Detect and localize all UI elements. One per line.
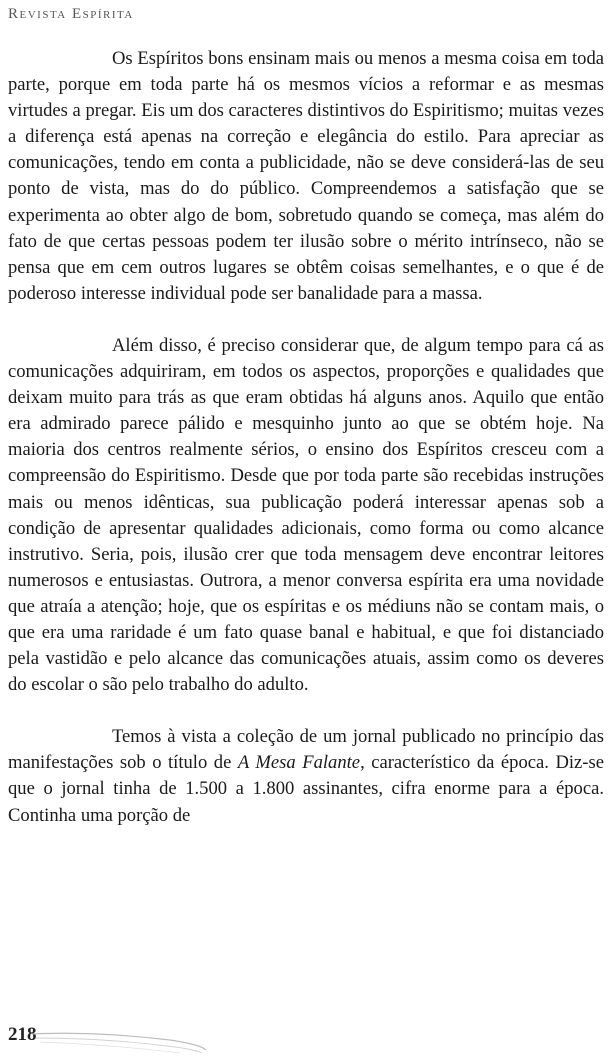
paragraph-3-text-end: , característico da época. Diz-se que o jornal tinha de 1.500 a 1.800 assinantes, cifra enorme para a época. Continha uma porção de <box>8 752 604 826</box>
paragraph-3 <box>8 724 604 828</box>
running-header: Revista Espírita <box>8 6 134 22</box>
ornament-flourish-icon <box>30 1026 210 1056</box>
paragraph-2 <box>8 333 604 698</box>
journal-title: A Mesa Falante <box>237 752 361 774</box>
paragraph-1 <box>8 46 604 307</box>
page-number: 218 <box>8 1024 37 1045</box>
paragraph-1-text: Os Espíritos bons ensinam mais ou menos a mesma coisa em toda parte, porque em toda parte há os mesmos vícios a reformar e as mesmas virtudes a pregar. Eis um dos caracteres distintivos do Espiritismo; muitas vezes a diferença está apenas na correção e elegância do estilo. Para apreciar as comunicações, tendo em conta a publicidade, não se deve considerá-las de seu ponto de vista, mas do do público. Compreendemos a satisfação que se experimenta ao obter algo de bom, sobretudo quando se começa, mas além do fato de que certas pessoas podem ter ilusão sobre o mérito intrínseco, não se pensa que em cem outros lugares se obtêm coisas semelhantes, e o que é de poderoso interesse individual pode ser banalidade para a massa. <box>8 48 604 304</box>
paragraph-3-text-start: Temos à vista a coleção de um jornal publicado no princípio das manifestações sob o título de <box>8 726 604 774</box>
body-text <box>8 46 604 829</box>
paragraph-2-text: Além disso, é preciso considerar que, de algum tempo para cá as comunicações adquiriram, em todos os aspectos, proporções e qualidades que deixam muito para trás as que eram obtidas há alguns anos. Aquilo que então era admirado parece pálido e mesquinho junto ao que se obtém hoje. Na maioria dos centros realmente sérios, o ensino dos Espíritos cresceu com a compreensão do Espiritismo. Desde que por toda parte são recebidas instruções mais ou menos idênticas, sua publicação poderá interessar apenas sob a condição de apresentar qualidades adicionais, como forma ou como alcance instrutivo. Seria, pois, ilusão crer que toda mensagem deve encontrar leitores numerosos e entusiastas. Outrora, a menor conversa espírita era uma novidade que atraía a atenção; hoje, que os espíritas e os médiuns não se contam mais, o que era uma raridade é um fato quase banal e habitual, e que foi distanciado pela vastidão e pelo alcance das comunicações atuais, assim como os deveres do escolar o são pelo trabalho do adulto. <box>8 334 604 696</box>
